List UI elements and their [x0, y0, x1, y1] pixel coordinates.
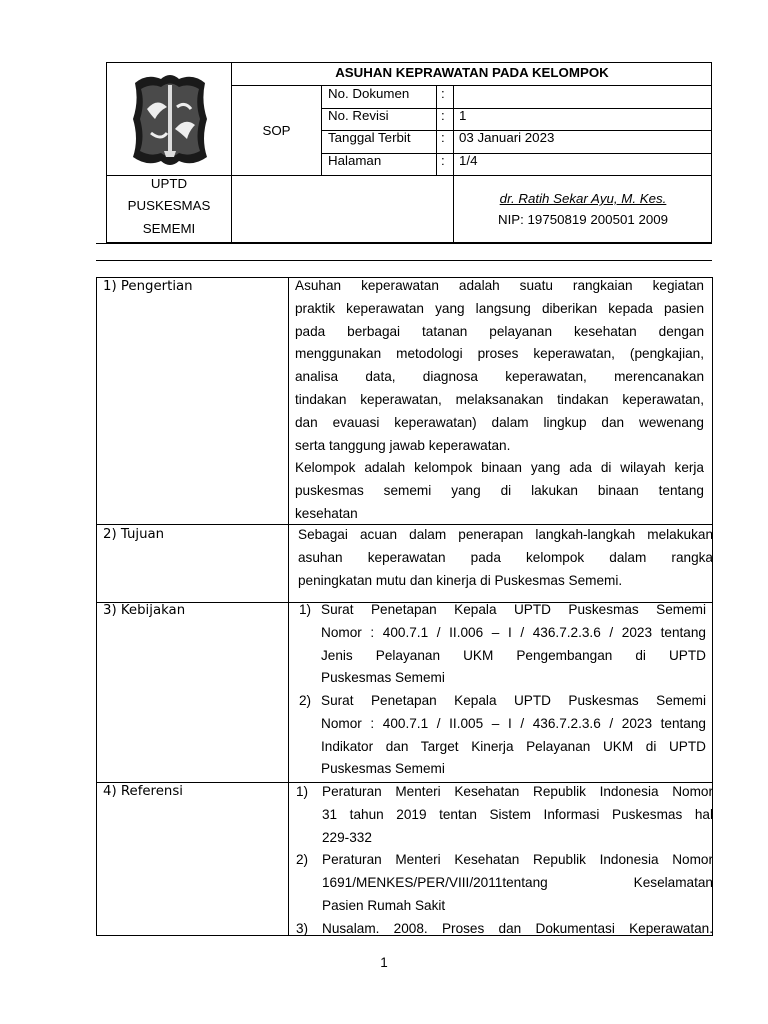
list-number: 2) [299, 693, 312, 708]
text-line: praktik keperawatan yang langsung diberikan kepada pasien [295, 300, 704, 316]
field-label-halaman: Halaman [328, 153, 382, 168]
field-value-no-revisi: 1 [459, 108, 467, 123]
text-line: Nusalam. 2008. Proses dan Dokumentasi Keperawatan. [322, 921, 713, 936]
page-number: 1 [380, 955, 388, 970]
text-line: Puskesmas Sememi [321, 670, 445, 686]
text-line: serta tanggung jawab keperawatan. [295, 437, 511, 453]
text-line: Surat Penetapan Kepala UPTD Puskesmas Sememi [321, 693, 706, 708]
list-number: 1) [296, 784, 309, 799]
text-line: menggunakan metodologi proses keperawatan, (pengkajian, [295, 346, 704, 362]
sop-content-table [96, 277, 713, 936]
field-separator: : [441, 108, 445, 123]
text-line: Sebagai acuan dalam penerapan langkah-langkah melakukan [298, 527, 713, 542]
text-line: kesehatan [295, 505, 358, 521]
field-value-tanggal-terbit: 03 Januari 2023 [459, 130, 555, 145]
section-label-kebijakan: 3) Kebijakan [103, 603, 186, 618]
text-line: puskesmas sememi yang di lakukan binaan tentang [295, 483, 704, 499]
text-line: Nomor : 400.7.1 / II.006 – I / 436.7.2.3.6 / 2023 tentang [321, 624, 706, 640]
section-label-tujuan: 2) Tujuan [103, 527, 165, 542]
section-label-pengertian: 1) Pengertian [103, 279, 193, 294]
city-emblem-logo [127, 71, 213, 169]
section-text-pengertian [295, 275, 704, 526]
org-line-3: SEMEMI [142, 221, 196, 236]
list-number: 1) [299, 602, 312, 617]
org-line-2: PUSKESMAS [127, 198, 211, 213]
text-line: analisa data, diagnosa keperawatan, merencanakan [295, 369, 704, 385]
text-line: Pasien Rumah Sakit [322, 897, 446, 913]
text-line: peningkatan mutu dan kinerja di Puskesmas Sememi. [298, 572, 623, 588]
document-title: ASUHAN KEPRAWATAN PADA KELOMPOK [335, 65, 609, 80]
text-line: 229-332 [322, 829, 372, 845]
kebijakan-item-2 [321, 690, 706, 781]
text-line: pada berbagai tatanan pelayanan kesehatan dengan [295, 323, 704, 339]
signer-name: dr. Ratih Sekar Ayu, M. Kes. [499, 191, 667, 206]
text-line: Asuhan keperawatan adalah suatu rangkaian kegiatan [295, 278, 704, 293]
org-line-1: UPTD [150, 176, 188, 191]
list-number: 2) [296, 852, 309, 867]
section-label-referensi: 4) Referensi [103, 784, 183, 799]
referensi-item-2 [322, 849, 713, 917]
text-line: asuhan keperawatan pada kelompok dalam rangka [298, 549, 713, 565]
divider [96, 243, 712, 244]
referensi-item-1 [322, 781, 713, 849]
header-table [106, 62, 712, 243]
divider [96, 260, 712, 261]
text-line: Surat Penetapan Kepala UPTD Puskesmas Sememi [321, 602, 706, 617]
kebijakan-item-1 [321, 599, 706, 690]
referensi-item-3 [322, 918, 713, 941]
text-line: dan evauasi keperawatan) dalam lingkup dan wewenang [295, 414, 704, 430]
field-label-no-dokumen: No. Dokumen [328, 86, 410, 101]
text-line: 1691/MENKES/PER/VIII/2011tentang Keselamatan [322, 874, 713, 890]
field-separator: : [441, 153, 445, 168]
field-label-no-revisi: No. Revisi [328, 108, 389, 123]
text-line: Peraturan Menteri Kesehatan Republik Indonesia Nomor [322, 852, 713, 867]
field-label-tanggal-terbit: Tanggal Terbit [328, 130, 411, 145]
list-number: 3) [296, 921, 309, 936]
text-line: 31 tahun 2019 tentan Sistem Informasi Puskesmas hal [322, 806, 713, 822]
text-line: Nomor : 400.7.1 / II.005 – I / 436.7.2.3.6 / 2023 tentang [321, 715, 706, 731]
sop-label: SOP [262, 123, 291, 138]
text-line: tindakan keperawatan, melaksanakan tindakan keperawatan, [295, 391, 704, 407]
text-line: Kelompok adalah kelompok binaan yang ada di wilayah kerja [295, 460, 704, 476]
section-text-tujuan [298, 524, 713, 592]
text-line: Indikator dan Target Kinerja Pelayanan UKM di UPTD [321, 738, 706, 754]
field-separator: : [441, 130, 445, 145]
text-line: Puskesmas Sememi [321, 761, 445, 777]
text-line: Jenis Pelayanan UKM Pengembangan di UPTD [321, 647, 706, 663]
field-value-halaman: 1/4 [459, 153, 478, 168]
signer-nip: NIP: 19750819 200501 2009 [497, 212, 669, 227]
text-line: Peraturan Menteri Kesehatan Republik Indonesia Nomor [322, 784, 713, 799]
field-separator: : [441, 86, 445, 101]
